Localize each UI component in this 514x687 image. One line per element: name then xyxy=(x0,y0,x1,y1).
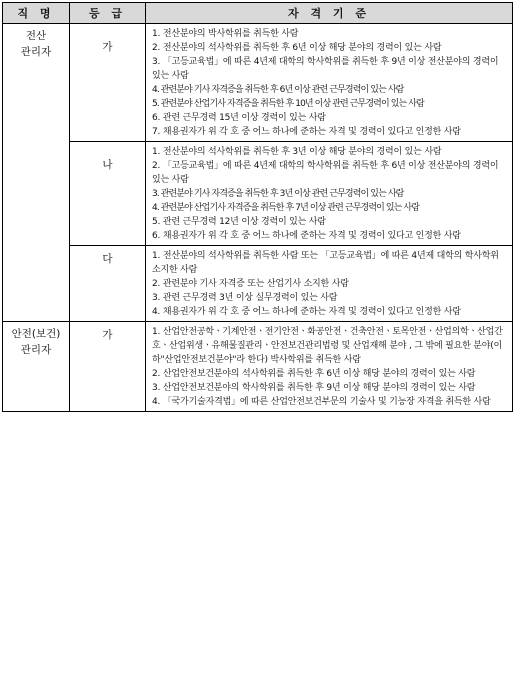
list-item: 1. 전산분야의 석사학위를 취득한 사람 또는 「고등교육법」에 따른 4년제 대학의 학사학위 소지한 사람 xyxy=(152,251,499,275)
position-cell-it-manager xyxy=(3,24,70,322)
list-item: 3. 산업안전보건분야의 학사학위를 취득한 후 9년 이상 해당 분야의 경력이 있는 사람 xyxy=(152,383,476,393)
list-item: 4. 채용권자가 위 각 호 중 어느 하나에 준하는 자격 및 경력이 있다고 인정한 사람 xyxy=(152,307,461,317)
position-cell-safety-manager xyxy=(3,322,70,412)
list-item: 5. 관련분야 산업기사 자격증을 취득한 후 10년 이상 관련 근무경력이 있는 사람 xyxy=(152,99,424,109)
list-item: 1. 전산분야의 박사학위를 취득한 사람 xyxy=(152,29,299,39)
list-item: 3. 관련분야 기사 자격증을 취득한 후 3년 이상 관련 근무경력이 있는 사람 xyxy=(152,189,404,199)
list-item: 7. 채용권자가 위 각 호 중 어느 하나에 준하는 자격 및 경력이 있다고 인정한 사람 xyxy=(152,127,461,137)
list-item: 2. 전산분야의 석사학위를 취득한 후 6년 이상 해당 분야의 경력이 있는 사람 xyxy=(152,43,442,53)
requirements-cell xyxy=(146,24,513,142)
list-item: 4. 「국가기술자격법」에 따른 산업안전보건부문의 기술사 및 기능장 자격을 취득한 사람 xyxy=(152,397,491,407)
grade-cell: 가 xyxy=(70,322,146,412)
position-label: 안전(보건) 관리자 xyxy=(11,328,61,356)
position-label: 전산 관리자 xyxy=(20,30,52,58)
list-item: 4. 관련분야 기사 자격증을 취득한 후 6년 이상 관련 근무경력이 있는 사람 xyxy=(152,85,404,95)
list-item: 1. 산업안전공학ㆍ기계안전ㆍ전기안전ㆍ화공안전ㆍ건축안전ㆍ토목안전ㆍ산업의학ㆍ산업간호ㆍ산업위생ㆍ유해물질관리ㆍ안전보건관리법령 및 산업재해 분야 , 그 밖에 필요한 분야(이하"산업안전보건분야"라 한다) 박사학위를 취득한 사람 xyxy=(152,327,503,365)
list-item: 3. 「고등교육법」에 따른 4년제 대학의 학사학위를 취득한 후 9년 이상 전산분야의 경력이 있는 사람 xyxy=(152,57,499,81)
list-item: 4. 관련분야 산업기사 자격증을 취득한 후 7년 이상 관련 근무경력이 있는 사람 xyxy=(152,203,420,213)
table-row xyxy=(3,246,513,322)
grade-cell: 가 xyxy=(70,24,146,142)
list-item: 2. 「고등교육법」에 따른 4년제 대학의 학사학위를 취득한 후 6년 이상 전산분야의 경력이 있는 사람 xyxy=(152,161,499,185)
list-item: 5. 관련 근무경력 12년 이상 경력이 있는 사람 xyxy=(152,217,326,227)
header-qualification: 자 격 기 준 xyxy=(146,3,513,24)
grade-cell: 나 xyxy=(70,142,146,246)
list-item: 3. 관련 근무경력 3년 이상 실무경력이 있는 사람 xyxy=(152,293,338,303)
list-item: 1. 전산분야의 석사학위를 취득한 후 3년 이상 해당 분야의 경력이 있는 사람 xyxy=(152,147,442,157)
list-item: 2. 산업안전보건분야의 석사학위를 취득한 후 6년 이상 해당 분야의 경력이 있는 사람 xyxy=(152,369,476,379)
table-row xyxy=(3,142,513,246)
header-grade: 등 급 xyxy=(70,3,146,24)
requirements-cell xyxy=(146,142,513,246)
qualification-table xyxy=(2,2,513,412)
header-row xyxy=(3,3,513,24)
header-position: 직 명 xyxy=(3,3,70,24)
list-item: 6. 채용권자가 위 각 호 중 어느 하나에 준하는 자격 및 경력이 있다고 인정한 사람 xyxy=(152,231,461,241)
list-item: 6. 관련 근무경력 15년 이상 경력이 있는 사람 xyxy=(152,113,326,123)
requirements-cell xyxy=(146,322,513,412)
grade-cell: 다 xyxy=(70,246,146,322)
requirements-cell xyxy=(146,246,513,322)
list-item: 2. 관련분야 기사 자격증 또는 산업기사 소지한 사람 xyxy=(152,279,349,289)
table-row xyxy=(3,322,513,412)
table-row xyxy=(3,24,513,142)
